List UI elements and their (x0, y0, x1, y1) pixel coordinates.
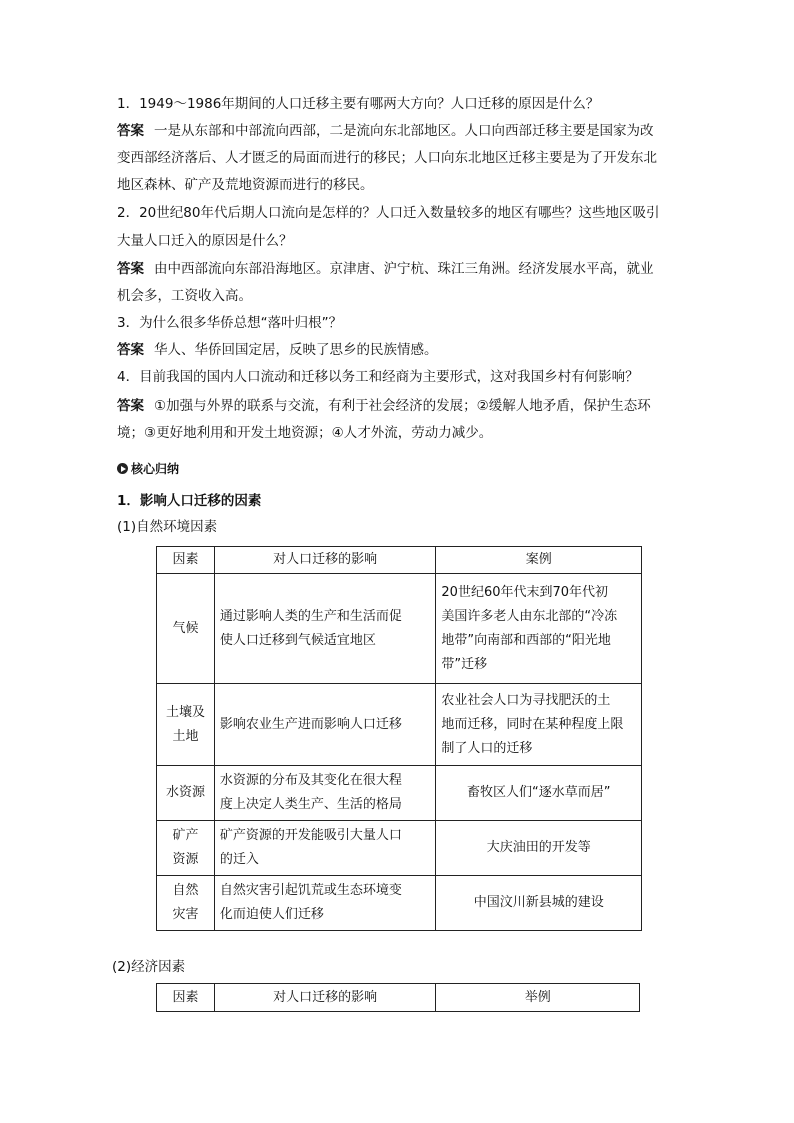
factor-cell: 矿产 资源 (157, 821, 215, 876)
case-cell: 中国汶川新县城的建设 (436, 876, 642, 931)
header-cell: 对人口迁移的影响 (214, 547, 436, 574)
factor-cell: 自然 灾害 (157, 876, 215, 931)
economic-factors-table (156, 983, 640, 1012)
answer-1-line-2: 变西部经济落后、人才匮乏的局面而进行的移民；人口向东北地区迁移主要是为了开发东北 (117, 150, 657, 166)
answer-2-line-1: 答案 由中西部流向东部沿海地区。京津唐、沪宁杭、珠江三角洲。经济发展水平高，就业 (117, 261, 654, 277)
table-row (157, 876, 642, 931)
question-3: 3．为什么很多华侨总想“落叶归根”？ (117, 315, 343, 331)
case-cell: 大庆油田的开发等 (436, 821, 642, 876)
subsection-title: 1．影响人口迁移的因素 (117, 493, 262, 509)
table-header-row (157, 547, 642, 574)
factor-cell: 土壤及 土地 (157, 684, 215, 766)
table-row (157, 574, 642, 684)
case-cell: 农业社会人口为寻找肥沃的土 地而迁移，同时在某种程度上限 制了人口的迁移 (436, 684, 642, 766)
effect-cell: 水资源的分布及其变化在很大程 度上决定人类生产、生活的格局 (214, 766, 436, 821)
effect-cell: 通过影响人类的生产和生活而促 使人口迁移到气候适宜地区 (214, 574, 436, 684)
effect-cell: 影响农业生产进而影响人口迁移 (214, 684, 436, 766)
header-cell: 因素 (157, 547, 215, 574)
header-cell: 案例 (436, 547, 642, 574)
header-cell: 因素 (157, 984, 215, 1012)
answer-label: 答案 (117, 123, 144, 139)
question-2-line-1: 2．20世纪80年代后期人口流向是怎样的？人口迁入数量较多的地区有哪些？这些地区吸引 (117, 205, 660, 221)
answer-2-line-2: 机会多，工资收入高。 (117, 288, 252, 304)
table-row (157, 821, 642, 876)
answer-label: 答案 (117, 342, 144, 358)
factor-cell: 水资源 (157, 766, 215, 821)
natural-factors-table (156, 546, 642, 931)
table-row (157, 766, 642, 821)
effect-cell: 矿产资源的开发能吸引大量人口 的迁入 (214, 821, 436, 876)
header-cell: 对人口迁移的影响 (214, 984, 436, 1012)
question-1: 1．1949～1986年期间的人口迁移主要有哪两大方向？人口迁移的原因是什么？ (117, 96, 600, 112)
answer-1-line-1: 答案 一是从东部和中部流向西部，二是流向东北部地区。人口向西部迁移主要是国家为改 (117, 123, 654, 139)
header-cell: 举例 (436, 984, 640, 1012)
section-heading: 核心归纳 (117, 459, 179, 479)
effect-cell: 自然灾害引起饥荒或生态环境变 化而迫使人们迁移 (214, 876, 436, 931)
case-cell: 20世纪60年代末到70年代初 美国许多老人由东北部的“冷冻 地带”向南部和西部的“阳光地 带”迁移 (436, 574, 642, 684)
answer-4-line-1: 答案 ①加强与外界的联系与交流，有利于社会经济的发展；②缓解人地矛盾，保护生态环 (117, 398, 651, 414)
case-cell: 畜牧区人们“逐水草而居” (436, 766, 642, 821)
answer-label: 答案 (117, 261, 144, 277)
table-row (157, 684, 642, 766)
natural-factors-label: (1)自然环境因素 (117, 519, 218, 535)
question-4: 4．目前我国的国内人口流动和迁移以务工和经商为主要形式，这对我国乡村有何影响？ (117, 369, 639, 385)
question-2-line-2: 大量人口迁入的原因是什么？ (117, 233, 293, 249)
answer-4-line-2: 境；③更好地利用和开发土地资源；④人才外流，劳动力减少。 (117, 425, 493, 441)
answer-label: 答案 (117, 398, 144, 414)
answer-3: 答案 华人、华侨回国定居，反映了思乡的民族情感。 (117, 342, 438, 358)
factor-cell: 气候 (157, 574, 215, 684)
answer-1-line-3: 地区森林、矿产及荒地资源而进行的移民。 (117, 177, 374, 193)
play-circle-icon (117, 463, 128, 474)
table-header-row (157, 984, 640, 1012)
economic-factors-label: (2)经济因素 (112, 959, 186, 975)
